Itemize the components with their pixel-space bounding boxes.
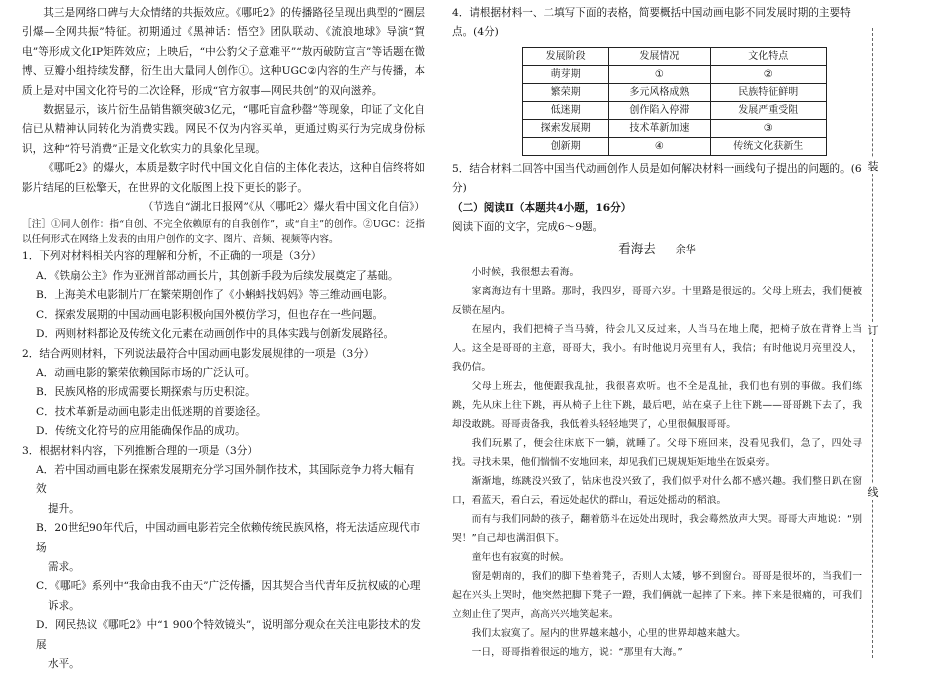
option-d: D．传统文化符号的应用能确保作品的成功。 — [36, 425, 246, 438]
source-citation: （节选自“湖北日报网”《从〈哪吒2〉爆火看中国文化自信》） — [142, 201, 425, 214]
table-cell: 繁荣期 — [523, 83, 609, 101]
option-d: D．网民热议《哪吒2》中“1 900个特效镜头”，说明部分观众在关注电影技术的发展 — [36, 619, 421, 651]
option-b: B．民族风格的形成需要长期探索与历史积淀。 — [36, 386, 256, 399]
option-c-continued: 诉求。 — [48, 599, 80, 612]
story-author: 余华 — [675, 245, 696, 257]
table-row — [523, 101, 827, 119]
option-b: B．上海美术电影制片厂在繁荣期创作了《小蝌蚪找妈妈》等三维动画电影。 — [36, 289, 394, 302]
footnote: ［注］①同人创作：指“自创、不完全依赖原有的自我创作”，或“自主”的创作。②UGC：泛指以任何形式在网络上发表的由用户创作的文字、图片、音频、视频等内容。 — [22, 219, 425, 246]
table-cell: 发展严重受阻 — [710, 101, 826, 119]
binding-label-ding: 订 — [864, 322, 882, 338]
story-paragraph: 窗是朝南的，我们的脚下垫着凳子，否则人太矮，够不到窗台。哥哥是很坏的，当我们一起在兴头上哭时，他突然把脚下凳子一蹬，我们俩就一起摔了下来。摔下来是很痛的，可我们立刻止住了哭声，高高兴兴地笑起来。 — [452, 570, 862, 620]
table-cell: ① — [609, 65, 710, 83]
story-paragraph: 小时候，我很想去看海。 — [471, 266, 580, 278]
story-paragraph: 家离海边有十里路。那时，我四岁，哥哥六岁。十里路是很远的。父母上班去，我们便被反锁在屋内。 — [452, 285, 862, 316]
table-cell: 技术革新加速 — [609, 119, 710, 137]
story-title-row — [452, 239, 862, 260]
story-title: 看海去 — [618, 241, 656, 257]
table-cell: 多元风格成熟 — [609, 83, 710, 101]
table-row — [523, 83, 827, 101]
option-b: B．20世纪90年代后，中国动画电影若完全依赖传统民族风格，将无法适应现代市场 — [36, 522, 421, 554]
story-paragraph: 父母上班去，他便跟我乱扯，我很喜欢听。也不全是乱扯，我们也有别的事做。我们练跳，先从床上往下跳，再从椅子上往下跳，最后吧，站在桌子上往下跳——哥哥跳下去了，我却没敢跳。哥哥责备我，我低着头轻轻地哭了，心里很佩服哥哥。 — [452, 380, 862, 430]
option-a-continued: 提升。 — [48, 502, 80, 515]
question-5: 5．结合材料二回答中国当代动画创作人员是如何解决材料一画线句子提出的问题的。(6分) — [452, 162, 862, 195]
table-cell: 低迷期 — [523, 101, 609, 119]
table-cell: 探索发展期 — [523, 119, 609, 137]
paragraph: 《哪吒2》的爆火，本质是数字时代中国文化自信的主体化表达，这种自信终将如影片结尾的巨松擎天，在世界的文化版图上投下更长的影子。 — [22, 162, 425, 194]
table-cell: 民族特征鲜明 — [710, 83, 826, 101]
table-cell: ③ — [710, 119, 826, 137]
table-cell: ② — [710, 65, 826, 83]
section-heading: （二）阅读Ⅱ（本题共4小题，16分） — [452, 201, 632, 214]
binding-label-xian: 线 — [864, 484, 882, 500]
table-cell: 创作陷入停滞 — [609, 101, 710, 119]
table-row — [523, 137, 827, 155]
table-header: 发展阶段 — [523, 47, 609, 65]
table-cell: 创新期 — [523, 137, 609, 155]
question-4: 4．请根据材料一、二填写下面的表格，简要概括中国动画电影不同发展时期的主要特点。(4分) — [452, 7, 851, 39]
option-c: C．《哪吒》系列中“我命由我不由天”广泛传播，因其契合当代青年反抗权威的心理 — [36, 580, 421, 593]
table-row — [523, 65, 827, 83]
story-paragraph: 我们太寂寞了。屋内的世界越来越小，心里的世界却越来越大。 — [471, 627, 746, 639]
option-b-continued: 需求。 — [48, 560, 80, 573]
table-header-row — [523, 47, 827, 65]
table-header: 发展情况 — [609, 47, 710, 65]
left-column — [22, 4, 425, 674]
question-3: 3．根据材料内容，下列推断合理的一项是（3分） — [22, 444, 258, 457]
story-paragraph: 渐渐地，练跳没兴致了，钻床也没兴致了，我们似乎对什么都不感兴趣。我们整日趴在窗口，看蓝天，看白云，看远处起伏的群山，看远处摇动的稻浪。 — [452, 475, 862, 506]
story-paragraph: 一日，哥哥指着很远的地方，说：“那里有大海。” — [471, 646, 683, 658]
question-2: 2．结合两则材料，下列说法最符合中国动画电影发展规律的一项是（3分） — [22, 347, 375, 360]
option-c: C．技术革新是动画电影走出低迷期的首要途径。 — [36, 405, 267, 418]
option-d-continued: 水平。 — [48, 658, 80, 670]
reading-instruction: 阅读下面的文字，完成6～9题。 — [452, 221, 604, 234]
table-cell: 传统文化获新生 — [710, 137, 826, 155]
option-a: A．动画电影的繁荣依赖国际市场的广泛认可。 — [36, 366, 256, 379]
right-column — [452, 4, 862, 662]
binding-label-zhuang: 装 — [864, 158, 882, 174]
table-row — [523, 119, 827, 137]
story-paragraph: 我们玩累了，便会往床底下一躺，就睡了。父母下班回来，没看见我们，急了，四处寻找。寻找未果，他们惴惴不安地回来，却见我们已规规矩矩地坐在饭桌旁。 — [452, 437, 862, 468]
option-c: C．探索发展期的中国动画电影积极向国外模仿学习，但也存在一些问题。 — [36, 308, 384, 321]
story-paragraph: 童年也有寂寞的时候。 — [471, 551, 570, 563]
paragraph: 其三是网络口碑与大众情绪的共振效应。《哪吒2》的传播路径呈现出典型的“圈层引爆—全网共振”特征。初期通过《黑神话：悟空》团队联动、《流浪地球》导演“賀电”等形成文化IP矩阵效应；上映后，“中公豹父子意难平”“敖丙破防宣言”等话题在微博、豆瓣小组持续发酵，衍生出大量同人创作①。这种UGC②内容的生产与传播，本质上是对中国文化符号的二次诠释，形成“官方叙事—网民共创”的双向滋养。 — [22, 7, 425, 97]
question-1: 1．下列对材料相关内容的理解和分析，不正确的一项是（3分） — [22, 250, 322, 263]
option-a: A．《铁扇公主》作为亚洲首部动画长片，其创新手段为后续发展奠定了基础。 — [36, 269, 399, 282]
table-cell: 萌芽期 — [523, 65, 609, 83]
story-paragraph: 而有与我们同龄的孩子，翻着筋斗在远处出现时，我会蓦然放声大哭。哥哥大声地说：“别哭！”自己却也满泪俱下。 — [452, 513, 862, 544]
option-a: A．若中国动画电影在探索发展期充分学习国外制作技术，其国际竞争力将大幅有效 — [36, 463, 415, 496]
story-body — [452, 263, 862, 662]
binding-line — [872, 28, 874, 658]
story-paragraph: 在屋内，我们把椅子当马骑，待会儿又反过来，人当马在地上爬，把椅子放在背脊上当人。这全是哥哥的主意，哥哥大，我小。有时他说月亮里有人，我信；有时他说月亮里没人，我仍信。 — [452, 323, 862, 373]
paragraph: 数据显示，该片衍生品销售额突破3亿元，“哪吒盲盒秒罄”等现象，印证了文化自信已从精神认同转化为消费实践。网民不仅为内容买单，更通过购买行为完成身份标识，这种“符号消费”正是文化软实力的具象化呈现。 — [22, 104, 425, 155]
option-d: D．两则材料都论及传统文化元素在动画创作中的具体实践与创新发展路径。 — [36, 328, 395, 341]
answer-table — [522, 47, 827, 156]
table-header: 文化特点 — [710, 47, 826, 65]
table-cell: ④ — [609, 137, 710, 155]
